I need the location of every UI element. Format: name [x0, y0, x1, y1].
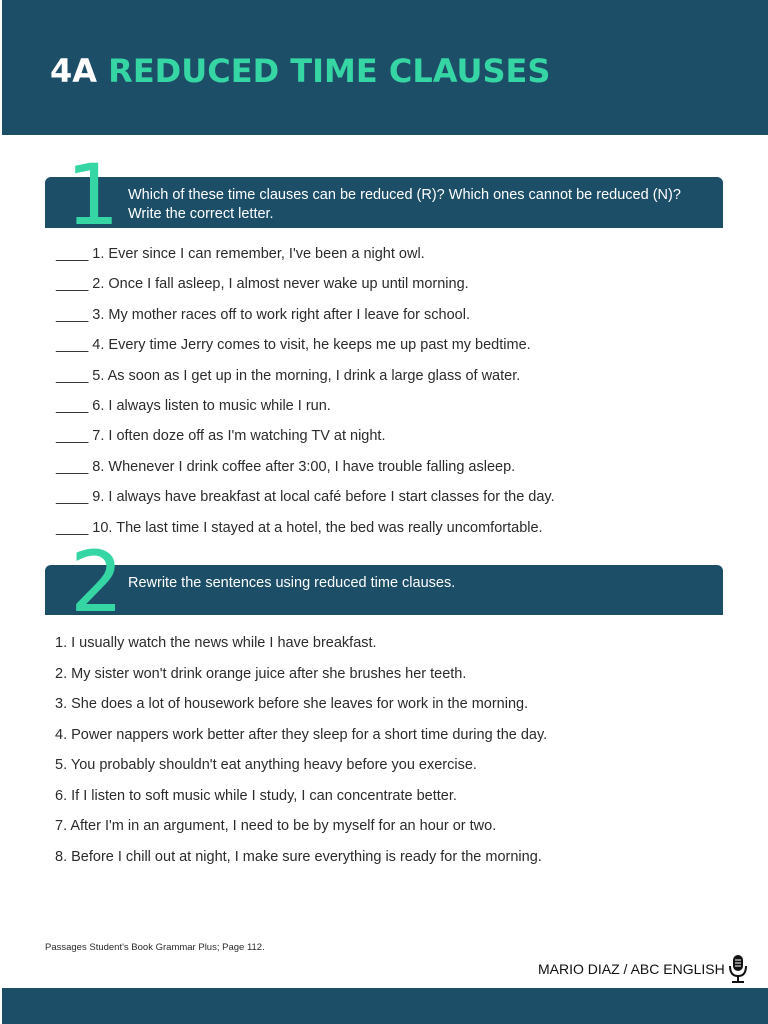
exercise-item: ____ 1. Ever since I can remember, I've been a night owl. [56, 246, 425, 262]
exercise-item: 2. My sister won't drink orange juice after she brushes her teeth. [55, 665, 467, 682]
page-title [50, 52, 550, 90]
exercise-item: ____ 10. The last time I stayed at a hotel, the bed was really uncomfortable. [56, 519, 543, 536]
source-citation: Passages Student's Book Grammar Plus; Page 112. [45, 942, 265, 953]
exercise-item: ____ 2. Once I fall asleep, I almost never wake up until morning. [56, 276, 469, 293]
exercise-item: ____ 8. Whenever I drink coffee after 3:00, I have trouble falling asleep. [56, 458, 516, 475]
section-2-list [55, 633, 547, 877]
exercise-item: 8. Before I chill out at night, I make sure everything is ready for the morning. [55, 848, 542, 865]
author-credit: MARIO DIAZ / ABC ENGLISH [538, 961, 725, 977]
exercise-item: ____ 7. I often doze off as I'm watching TV at night. [56, 428, 386, 445]
exercise-item: 7. After I'm in an argument, I need to be by myself for an hour or two. [55, 818, 497, 834]
section-2-number: 2 [70, 533, 124, 631]
microphone-icon [728, 954, 748, 984]
footer-bar [2, 988, 768, 1024]
exercise-item: ____ 5. As soon as I get up in the morning, I drink a large glass of water. [56, 367, 521, 384]
exercise-item: 4. Power nappers work better after they sleep for a short time during the day. [55, 726, 548, 743]
exercise-item: 1. I usually watch the news while I have breakfast. [55, 635, 377, 651]
exercise-item: 5. You probably shouldn't eat anything heavy before you exercise. [55, 757, 477, 773]
exercise-item: ____ 4. Every time Jerry comes to visit, he keeps me up past my bedtime. [56, 337, 531, 354]
section-1-instruction: Which of these time clauses can be reduced (R)? Which ones cannot be reduced (N)? Write the correct letter. [128, 187, 681, 222]
exercise-item: ____ 3. My mother races off to work right after I leave for school. [56, 306, 470, 323]
unit-number: 4A [50, 52, 98, 90]
exercise-item: 3. She does a lot of housework before she leaves for work in the morning. [55, 696, 529, 712]
section-1-list [56, 244, 555, 548]
title-text: REDUCED TIME CLAUSES [108, 52, 551, 90]
exercise-item: ____ 6. I always listen to music while I run. [56, 397, 331, 414]
section-2-instruction: Rewrite the sentences using reduced time clauses. [128, 575, 456, 591]
exercise-item: 6. If I listen to soft music while I study, I can concentrate better. [55, 787, 457, 804]
section-1-number: 1 [66, 146, 120, 244]
exercise-item: ____ 9. I always have breakfast at local café before I start classes for the day. [56, 489, 555, 506]
